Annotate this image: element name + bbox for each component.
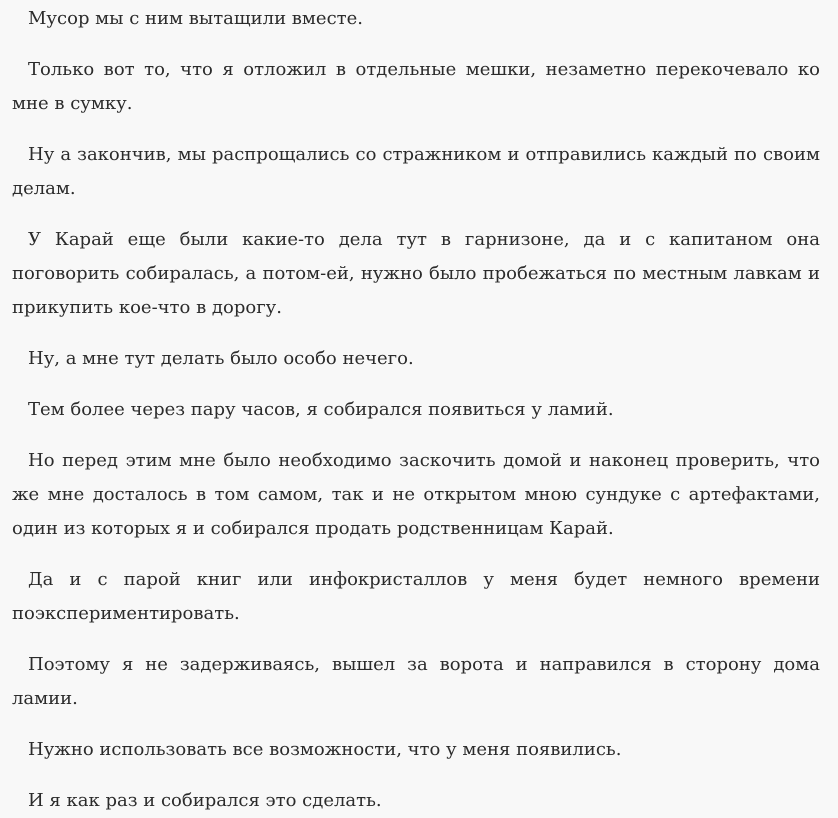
- paragraph-2: Только вот то, что я отложил в отдельные мешки, незаметно перекочевало ко мне в сумку.: [12, 59, 820, 114]
- paragraph-1: Мусор мы с ним вытащили вместе.: [28, 8, 363, 29]
- paragraph-3: Ну а закончив, мы распрощались со стражником и отправились каждый по своим делам.: [12, 144, 820, 199]
- paragraph-7: Но перед этим мне было необходимо заскочить домой и наконец проверить, что же мне досталось в том самом, так и не открытом мною сундуке с артефактами, один из которых я и собирался продать родственницам Карай.: [12, 450, 820, 539]
- paragraph-5: Ну, а мне тут делать было особо нечего.: [28, 348, 414, 369]
- paragraph-4: У Карай еще были какие-то дела тут в гарнизоне, да и с капитаном она поговорить собиралась, а потом-ей, нужно было пробежаться по местным лавкам и прикупить кое-что в дорогу.: [12, 229, 820, 318]
- paragraph-8: Да и с парой книг или инфокристаллов у меня будет немного времени поэкспериментировать.: [12, 569, 820, 624]
- paragraph-10: Нужно использовать все возможности, что у меня появились.: [28, 739, 622, 760]
- paragraph-11: И я как раз и собирался это сделать.: [28, 790, 382, 811]
- paragraph-6: Тем более через пару часов, я собирался появиться у ламий.: [28, 399, 614, 420]
- paragraph-9: Поэтому я не задерживаясь, вышел за ворота и направился в сторону дома ламии.: [12, 654, 820, 709]
